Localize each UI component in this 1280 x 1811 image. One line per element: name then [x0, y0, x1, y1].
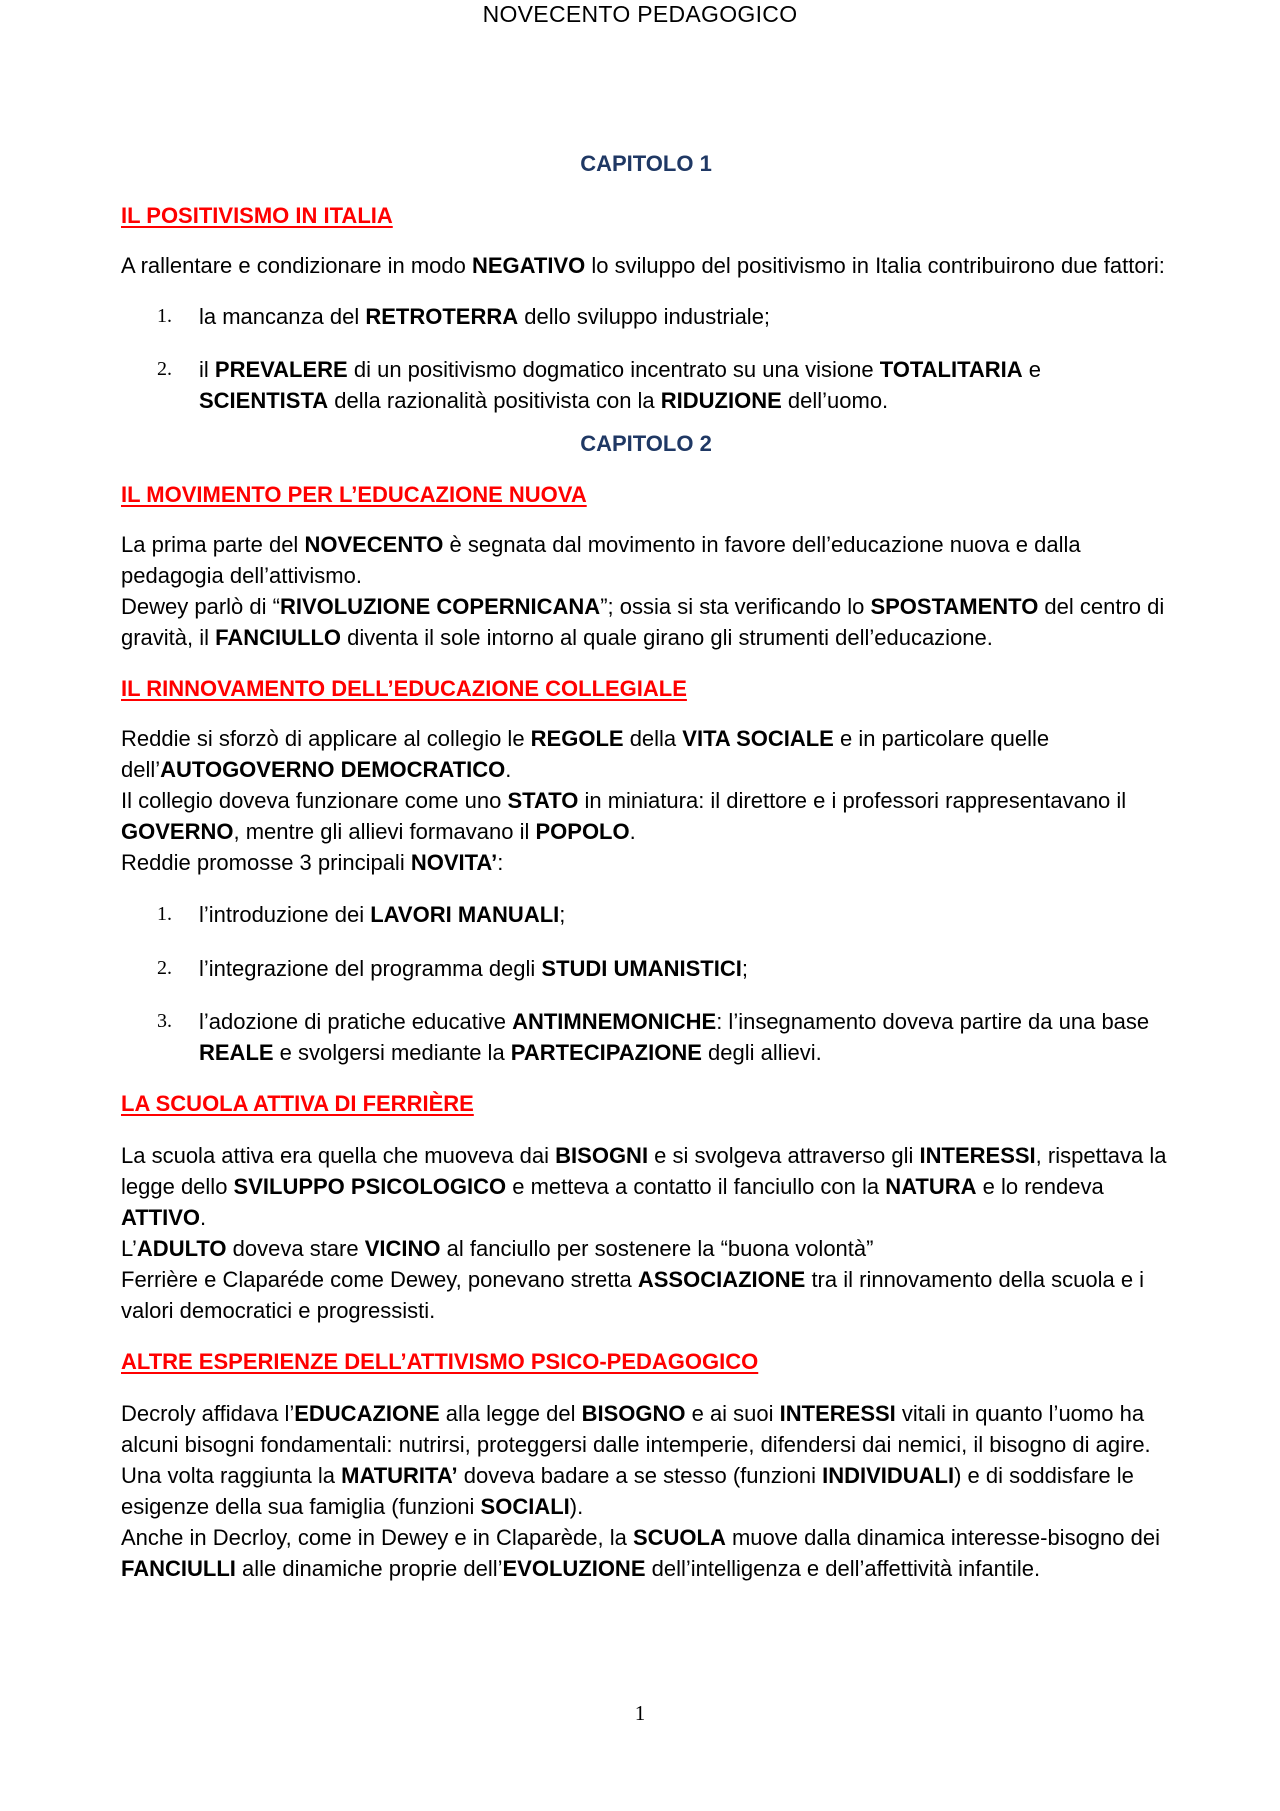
- paragraph-collegiale-1: Reddie si sforzò di applicare al collegio le REGOLE della VITA SOCIALE e in particolare quelle dell’AUTOGOVERNO DEMOCRATICO.: [121, 726, 1050, 782]
- list-item: 2. il PREVALERE di un positivismo dogmatico incentrato su una visione TOTALITARIA e SCIENTISTA della razionalità positivista con la RIDUZIONE dell’uomo.: [157, 357, 1042, 413]
- paragraph-altre-esperienze-1: Decroly affidava l’EDUCAZIONE alla legge del BISOGNO e ai suoi INTERESSI vitali in quanto l’uomo ha alcuni bisogni fondamentali: nutrirsi, proteggersi dalle intemperie, difendersi dai nemici, il bisogno di agire.: [121, 1401, 1151, 1457]
- section-title-altre-esperienze: ALTRE ESPERIENZE DELL’ATTIVISMO PSICO-PEDAGOGICO: [121, 1349, 759, 1374]
- paragraph-educazione-nuova-2: Dewey parlò di “RIVOLUZIONE COPERNICANA”; ossia si sta verificando lo SPOSTAMENTO del centro di gravità, il FANCIULLO diventa il sole intorno al quale girano gli strumenti dell’educazione.: [121, 594, 1165, 650]
- list-item: 3. l’adozione di pratiche educative ANTIMNEMONICHE: l’insegnamento doveva partire da una base REALE e svolgersi mediante la PARTECIPAZIONE degli allievi.: [157, 1009, 1150, 1065]
- paragraph-collegiale-2: Il collegio doveva funzionare come uno STATO in miniatura: il direttore e i professori rappresentavano il GOVERNO, mentre gli allievi formavano il POPOLO.: [121, 788, 1127, 844]
- list-item: 1. la mancanza del RETROTERRA dello sviluppo industriale;: [157, 304, 771, 329]
- list-item: 2. l’integrazione del programma degli STUDI UMANISTICI;: [157, 956, 748, 981]
- document-body: [121, 149, 1171, 1584]
- section-title-educazione-nuova: IL MOVIMENTO PER L’EDUCAZIONE NUOVA: [121, 482, 587, 507]
- paragraph-scuola-attiva-1: La scuola attiva era quella che muoveva dai BISOGNI e si svolgeva attraverso gli INTERESSI, rispettava la legge dello SVILUPPO PSICOLOGICO e metteva a contatto il fanciullo con la NATURA e lo rendeva ATTIVO.: [121, 1143, 1167, 1230]
- page-number: 1: [634, 1701, 646, 1725]
- paragraph-altre-esperienze-3: Anche in Decrloy, come in Dewey e in Claparède, la SCUOLA muove dalla dinamica interesse-bisogno dei FANCIULLI alle dinamiche proprie dell’EVOLUZIONE dell’intelligenza e dell’affettività infantile.: [121, 1525, 1160, 1581]
- section-title-educazione-collegiale: IL RINNOVAMENTO DELL’EDUCAZIONE COLLEGIALE: [121, 676, 687, 701]
- list-novita: [121, 899, 1171, 1068]
- paragraph-scuola-attiva-2: L’ADULTO doveva stare VICINO al fanciullo per sostenere la “buona volontà”: [121, 1236, 874, 1261]
- paragraph-educazione-nuova-1: La prima parte del NOVECENTO è segnata dal movimento in favore dell’educazione nuova e dalla pedagogia dell’attivismo.: [121, 532, 1081, 588]
- section-title-scuola-attiva: LA SCUOLA ATTIVA DI FERRIÈRE: [121, 1091, 474, 1116]
- list-item: 1. l’introduzione dei LAVORI MANUALI;: [157, 902, 566, 927]
- paragraph-scuola-attiva-3: Ferrière e Claparéde come Dewey, ponevano stretta ASSOCIAZIONE tra il rinnovamento della scuola e i valori democratici e progressisti.: [121, 1267, 1145, 1323]
- chapter-1-heading: CAPITOLO 1: [580, 151, 712, 176]
- paragraph-positivismo-intro: A rallentare e condizionare in modo NEGATIVO lo sviluppo del positivismo in Italia contribuirono due fattori:: [121, 253, 1165, 278]
- running-header: NOVECENTO PEDAGOGICO: [482, 1, 798, 27]
- chapter-2-heading: CAPITOLO 2: [580, 431, 712, 456]
- paragraph-collegiale-3: Reddie promosse 3 principali NOVITA’:: [121, 850, 504, 875]
- list-fattori: [121, 301, 1171, 416]
- section-title-positivismo: IL POSITIVISMO IN ITALIA: [121, 203, 393, 228]
- paragraph-altre-esperienze-2: Una volta raggiunta la MATURITA’ doveva badare a se stesso (funzioni INDIVIDUALI) e di soddisfare le esigenze della sua famiglia (funzioni SOCIALI).: [121, 1463, 1134, 1519]
